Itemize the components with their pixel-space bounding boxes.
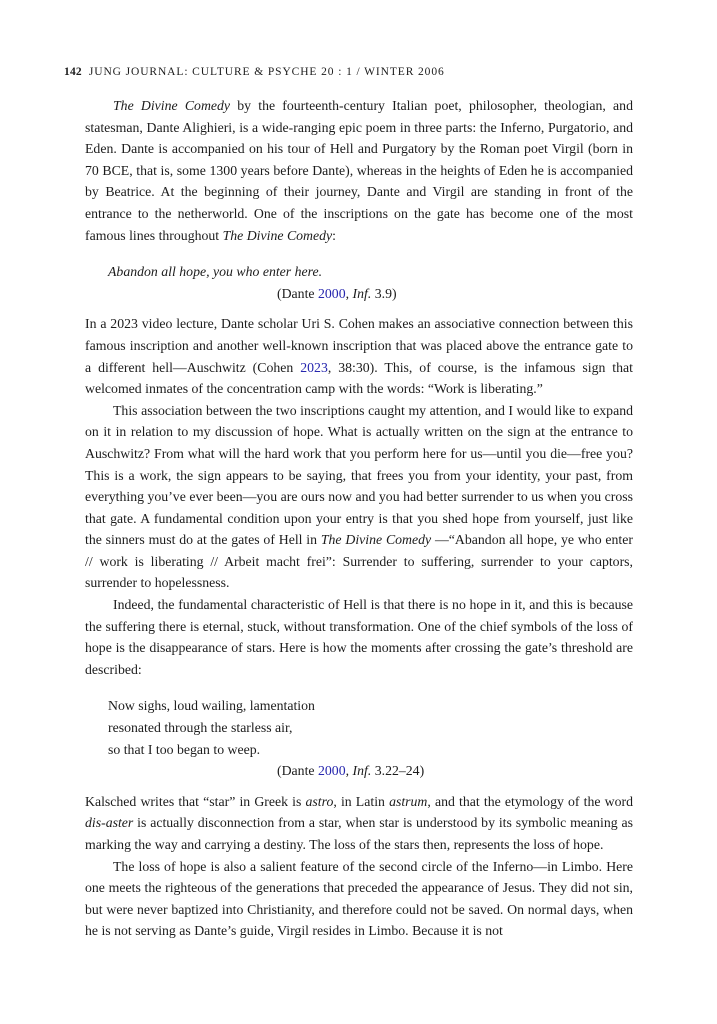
- quote-line: [108, 261, 633, 283]
- paragraph-hell-no-hope: [85, 594, 633, 680]
- text-run: :: [332, 227, 337, 243]
- running-head: [64, 66, 445, 78]
- italic-text: Abandon all hope, you who enter here.: [108, 264, 323, 280]
- blockquote-gate-inscription: [108, 261, 633, 304]
- italic-text: The Divine Comedy: [320, 532, 432, 548]
- quote-attribution: [277, 283, 633, 305]
- italic-text: The Divine Comedy: [113, 98, 231, 113]
- citation-link[interactable]: 2000: [318, 763, 346, 779]
- paragraph-two-inscriptions: [85, 400, 633, 594]
- text-run: This association between the two inscriptions caught my attention, and I would like to expand on it in relation to my discussion of hope. What is actually written on the sign at the entrance to Auschwitz? From what will the hard work that you perform here for us—until you die—free you? This is a work, the sign appears to be saying, that frees you from your identity, your past, from everything you’ve ever been—you are ours now and you had better surrender to us when you cross that gate. A fundamental condition upon your entry is that you shed hope from yourself, just like the sinners must do at the gates of Hell in: [85, 402, 633, 548]
- italic-text: The Divine Comedy: [222, 227, 333, 243]
- italic-text: astro: [305, 793, 334, 809]
- text-run: ,: [345, 763, 353, 779]
- article-body: [85, 95, 633, 942]
- italic-text: Inf.: [352, 285, 372, 301]
- text-run: Now sighs, loud wailing, lamentation: [108, 698, 315, 714]
- italic-text: astrum: [389, 793, 428, 809]
- text-run: so that I too began to weep.: [108, 741, 261, 757]
- blockquote-verse-starless: [108, 695, 633, 781]
- text-run: (Dante: [277, 763, 318, 779]
- page-number: 142: [64, 66, 82, 78]
- italic-text: dis-aster: [85, 815, 134, 831]
- journal-title: JUNG JOURNAL: CULTURE & PSYCHE 20 : 1 / WINTER 2006: [88, 66, 445, 78]
- text-run: 3.9): [371, 285, 397, 301]
- citation-link[interactable]: 2023: [300, 359, 328, 375]
- text-run: by the fourteenth-century Italian poet, philosopher, theologian, and statesman, Dante Alighieri, is a wide-ranging epic poem in three parts: the Inferno, Purgatorio, and Eden. Dante is accompanied on his tour of Hell and Purgatory by the Roman poet Virgil (born in 70 BCE, that is, some 1300 years before Dante), whereas in the heights of Eden he is accompanied by Beatrice. At the beginning of their journey, Dante and Virgil are standing in front of the entrance to the netherworld. One of the inscriptions on the gate has become one of the most famous lines throughout: [85, 98, 633, 243]
- text-run: , and that the etymology of the word: [427, 793, 633, 809]
- paragraph-cohen-lecture: [85, 313, 633, 399]
- citation-link[interactable]: 2000: [318, 285, 346, 301]
- verse-line: [108, 739, 633, 761]
- text-run: , 38:30). This, of course, is the infamous sign that welcomed inmates of the concentration camp with the words: “Work is liberating.”: [85, 359, 633, 397]
- text-run: resonated through the starless air,: [108, 720, 293, 736]
- text-run: In a 2023 video lecture, Dante scholar Uri S. Cohen makes an associative connection between this famous inscription and another well-known inscription that was placed above the entrance gate to a different hell—Auschwitz (Cohen: [85, 316, 633, 375]
- paragraph-limbo: [85, 856, 633, 942]
- text-run: The loss of hope is also a salient feature of the second circle of the Inferno—in Limbo. Here one meets the righteous of the generations that preceded the appearance of Jesus. They did not sin, but were never baptized into Christianity, and therefore could not be saved. On normal days, when he is not serving as Dante’s guide, Virgil resides in Limbo. Because it is not: [85, 858, 633, 939]
- quote-attribution: [277, 760, 633, 782]
- text-run: , in Latin: [333, 793, 390, 809]
- text-run: 3.22–24): [371, 763, 425, 779]
- text-run: Kalsched writes that “star” in Greek is: [85, 793, 306, 809]
- text-run: Indeed, the fundamental characteristic of Hell is that there is no hope in it, and this is because the suffering there is eternal, stuck, without transformation. One of the chief symbols of the loss of hope is the disappearance of stars. Here is how the moments after crossing the gate’s threshold are described:: [85, 597, 633, 677]
- verse-line: [108, 695, 633, 717]
- paragraph-kalsched-etymology: [85, 791, 633, 856]
- verse-line: [108, 717, 633, 739]
- text-run: —“Abandon all hope, ye who enter // work is liberating // Arbeit macht frei”: Surrender to suffering, surrender to your captors, surrender to hopelessness.: [85, 532, 633, 591]
- text-run: is actually disconnection from a star, when star is understood by its symbolic meaning as marking the way and carrying a destiny. The loss of the stars then, represents the loss of hope.: [85, 815, 633, 852]
- paragraph-divine-comedy-intro: [85, 95, 633, 246]
- text-run: (Dante: [277, 285, 318, 301]
- text-run: ,: [345, 285, 353, 301]
- italic-text: Inf.: [352, 763, 372, 779]
